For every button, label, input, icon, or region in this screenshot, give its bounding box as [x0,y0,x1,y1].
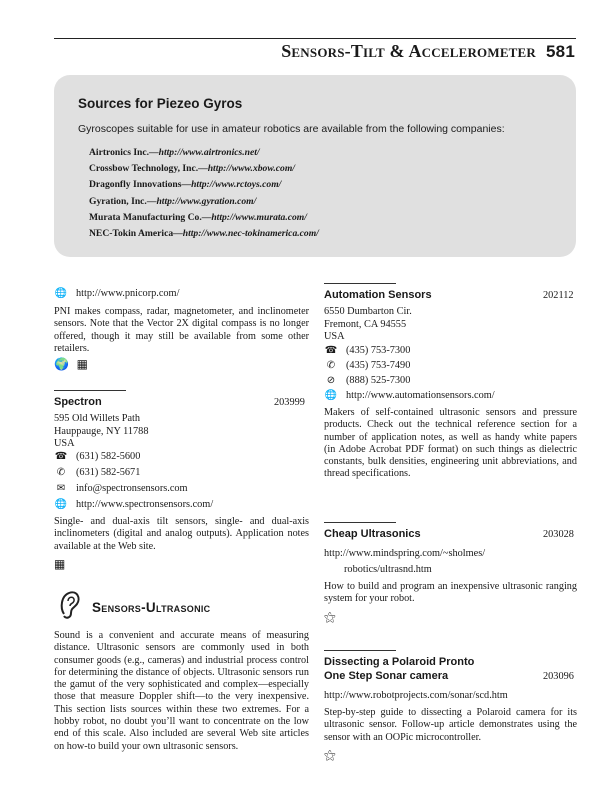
fax-icon: ✆ [56,467,66,478]
fax-icon: ✆ [326,360,336,371]
phone-icon: ☎ [54,451,68,462]
automation-address: 6550 Dumbarton Cir. Fremont, CA 94555 USA [324,306,412,343]
polaroid-name-2: One Step Sonar camera [324,670,449,682]
pni-url-row [54,288,179,300]
company-link[interactable]: http://www.murata.com/ [211,211,307,223]
cheap-name: Cheap Ultrasonics [324,528,421,540]
pni-description: PNI makes compass, radar, magnetometer, and inclinometer sensors. Note that the Vector 2X digital compass is no longer offered, though it may still be available from some other retailers. [54,306,309,354]
company-link[interactable]: http://www.airtronics.net/ [158,147,260,158]
speaker-icon: ⚝ [324,748,336,762]
sidebar-list [89,145,319,242]
company-link[interactable]: http://www.xbow.com/ [207,163,295,175]
automation-name: Automation Sensors [324,289,432,301]
page-header [281,41,575,62]
polaroid-url[interactable]: http://www.robotprojects.com/sonar/scd.htm [324,690,508,701]
globe-icon: 🌐 [54,288,68,299]
spectron-address: 595 Old Willets Path Hauppauge, NY 11788 USA [54,413,149,450]
spectron-url-row: 🌐 http://www.spectronsensors.com/ [54,499,214,510]
world-icon: 🌍 [54,357,69,371]
sidebar-intro: Gyroscopes suitable for use in amateur robotics are available from the following companies: [78,123,505,135]
spectron-id: 203999 [274,397,305,408]
spectron-email-row: ✉ info@spectronsensors.com [54,483,188,495]
list-item: NEC-Tokin America—http://www.nec-tokinamerica.com/ [89,228,319,240]
running-title: Sensors-Tilt & Accelerometer [281,41,537,61]
phone-icon: ☎ [324,345,338,356]
globe-icon: 🌐 [54,499,68,510]
factory-icon: ▦ [54,557,66,571]
spectron-name: Spectron [54,396,102,408]
cheap-description: How to build and program an inexpensive ultrasonic ranging system for your robot. [324,581,577,605]
pni-url[interactable]: http://www.pnicorp.com/ [76,288,180,299]
entry-rule [54,390,126,391]
sidebar-title: Sources for Piezeo Gyros [78,96,243,111]
sidebar-box [54,75,576,257]
spectron-description: Single- and dual-axis tilt sensors, single- and dual-axis inclinometers (digital and analog outputs). Application notes available at the Web site. [54,516,309,552]
list-item: Murata Manufacturing Co.—http://www.murata.com/ [89,211,307,223]
spectron-phone-row: ☎ (631) 582-5600 [54,451,141,462]
cheap-id: 203028 [543,529,574,540]
section-heading: Sensors-Ultrasonic [92,600,211,615]
list-item: Gyration, Inc.—http://www.gyration.com/ [89,195,257,207]
list-item: Crossbow Technology, Inc.—http://www.xbow.com/ [89,163,295,175]
cheap-url-2[interactable]: robotics/ultrasnd.htm [344,564,432,575]
company-link[interactable]: http://www.rctoys.com/ [191,179,282,191]
page-number: 581 [546,42,575,61]
polaroid-glyphs [324,748,336,763]
ultrasonic-description: Sound is a convenient and accurate means of measuring distance. Ultrasonic sensors are commonly used in both consumer goods (e.g., cameras) and industrial process control for determining the distance of objects. Ultrasonic sensors run the gamut of the very sophisticated and complex—especially those that measure Doppler shift—to the very inexpensive. This section lists sources within these two extremes. For a hobby robot, no doubt you’ll want to concentrate on the low end of this scale. Also included are several Web site articles on how-to build your own ultrasonic sensors. [54,630,309,752]
polaroid-description: Step-by-step guide to dissecting a Polaroid camera for its ultrasonic sensor. Follow-up article demonstrates using the sensor with an OOPic microcontroller. [324,707,577,743]
company-link[interactable]: http://www.gyration.com/ [156,195,257,207]
pni-glyphs [54,357,88,371]
cheap-url-1[interactable]: http://www.mindspring.com/~sholmes/ [324,548,486,559]
ear-icon [58,588,82,620]
entry-rule [324,650,396,651]
automation-id: 202112 [543,290,574,301]
entry-rule [324,283,396,284]
toll-free-icon: ⊘ [326,375,336,386]
header-rule [54,38,576,39]
spectron-glyphs [54,557,65,571]
list-item: Dragonfly Innovations—http://www.rctoys.com/ [89,179,282,191]
cheap-glyphs [324,610,336,625]
automation-phone-row: ☎ (435) 753-7300 [324,345,411,356]
entry-rule [324,522,396,523]
polaroid-id: 203096 [543,671,574,682]
factory-icon: ▦ [76,357,88,371]
email-icon: ✉ [56,483,66,494]
company-link[interactable]: http://www.nec-tokinamerica.com/ [182,228,319,240]
speaker-icon: ⚝ [324,610,336,624]
spectron-fax-row: ✆ (631) 582-5671 [54,467,140,479]
polaroid-name-1: Dissecting a Polaroid Pronto [324,656,475,668]
automation-url-row: 🌐 http://www.automationsensors.com/ [324,390,495,401]
automation-fax-row: ✆ (435) 753-7490 [324,360,410,372]
list-item: Airtronics Inc.—http://www.airtronics.net/ [89,147,260,158]
automation-tollfree-row: ⊘ (888) 525-7300 [324,375,410,387]
globe-icon: 🌐 [324,390,338,401]
automation-description: Makers of self-contained ultrasonic sensors and pressure products. Check out the technical reference section for a number of application notes, as well as handy white papers (in Adobe Acrobat PDF format) on such things as dielectric constants, bulk densities, engineering unit abbreviations, and thread specifications. [324,407,577,480]
